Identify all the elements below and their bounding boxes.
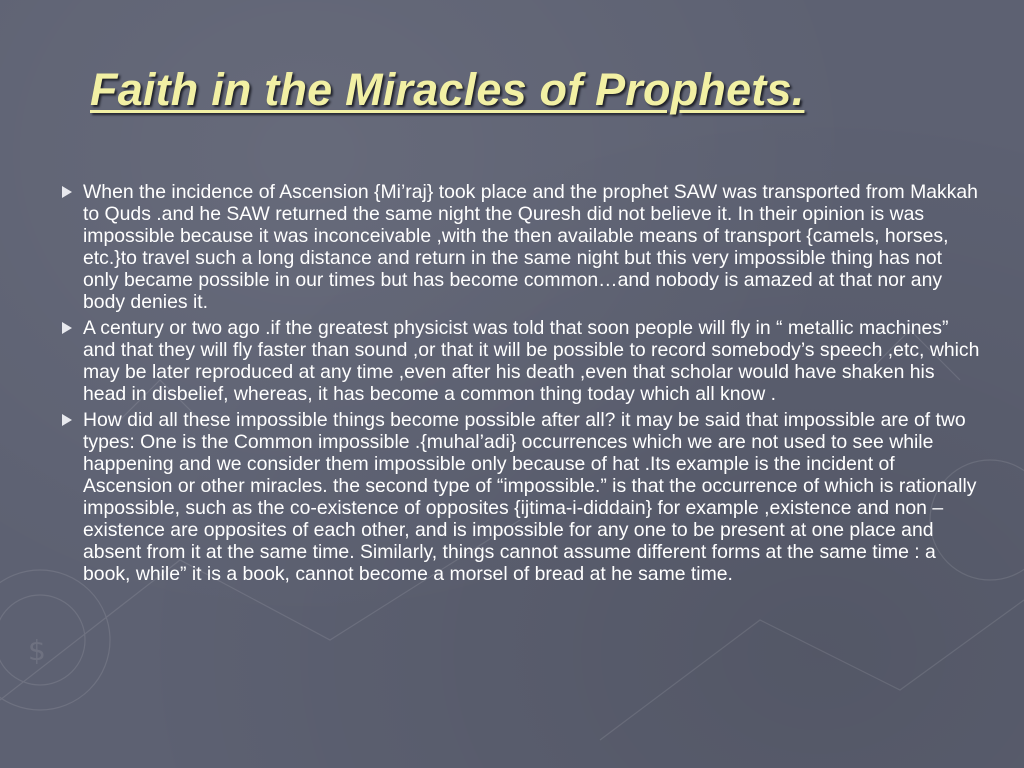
body-bullet-list xyxy=(62,181,980,589)
bullet-item xyxy=(62,181,980,313)
bullet-text: How did all these impossible things become possible after all? it may be said that impossible are of two types: One is the Common impossible .{muhal’adi} occurrences which we are not used to see while happening and we consider them impossible only because of hat .Its example is the incident of Ascension or other miracles. the second type of “impossible.” is that the occurrence of which is rationally impossible, such as the co-existence of opposites {ijtima-i-diddain} for example ,existence and non –existence are opposites of each other, and is impossible for any one to be present at one place and absent from it at the same time. Similarly, things cannot assume different forms at the same time : a book, while” it is a book, cannot become a morsel of bread at he same time. xyxy=(83,409,977,585)
bullet-text: A century or two ago .if the greatest physicist was told that soon people will fly in “ metallic machines” and that they will fly faster than sound ,or that it will be possible to record somebody’s speech ,etc, which may be later reproduced at any time ,even after his death ,even that scholar would have shaken his head in disbelief, whereas, it has become a common thing today which all know . xyxy=(83,317,980,405)
bullet-item xyxy=(62,409,980,585)
triangle-right-icon xyxy=(62,414,72,426)
slide-title: Faith in the Miracles of Prophets. xyxy=(90,64,805,115)
triangle-right-icon xyxy=(62,186,72,198)
bullet-text: When the incidence of Ascension {Mi’raj} took place and the prophet SAW was transported from Makkah to Quds .and he SAW returned the same night the Quresh did not believe it. In their opinion is was impossible because it was inconceivable ,with the then available means of transport {camels, horses, etc.}to travel such a long distance and return in the same night but this very impossible thing has not only became possible in our times but has become common…and nobody is amazed at that nor any body denies it. xyxy=(83,181,978,313)
triangle-right-icon xyxy=(62,322,72,334)
bullet-item xyxy=(62,317,980,405)
svg-text:$: $ xyxy=(28,634,46,667)
